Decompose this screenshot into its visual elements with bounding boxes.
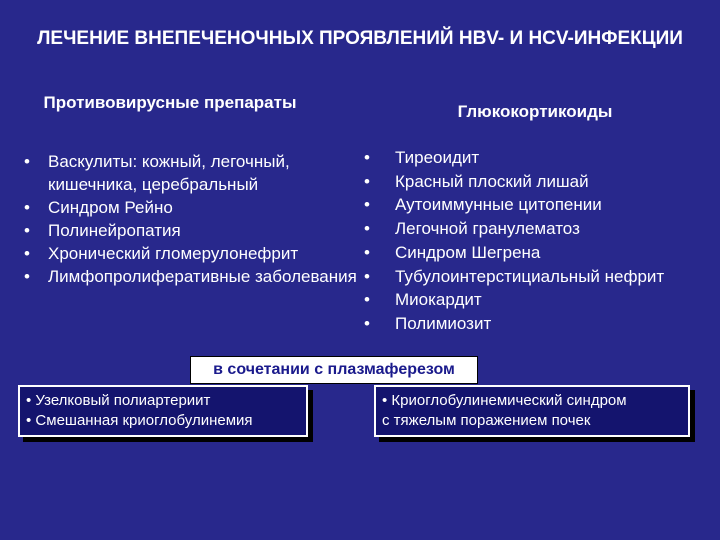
list-item (362, 170, 720, 194)
list-item-text: • Тубулоинтерстициальный нефрит (395, 266, 665, 286)
antiviral-indications-list (22, 150, 362, 288)
list-item (22, 219, 362, 242)
list-item-text: • Полинейропатия (48, 221, 181, 240)
list-item (22, 150, 362, 196)
list-item (22, 196, 362, 219)
plasmapheresis-label: в сочетании с плазмаферезом (190, 356, 478, 384)
list-item (22, 265, 362, 288)
list-item (362, 241, 720, 265)
glucocorticoid-indications-list (362, 146, 720, 336)
slide-title: ЛЕЧЕНИЕ ВНЕПЕЧЕНОЧНЫХ ПРОЯВЛЕНИЙ HBV- И HCV-ИНФЕКЦИИ (37, 28, 683, 49)
antiviral-heading: Противовирусные препараты (43, 93, 297, 112)
box-line: • Криоглобулинемический синдром (382, 392, 627, 409)
plasmapheresis-box-left (18, 385, 308, 437)
list-item-text: • Васкулиты: кожный, легочный, кишечника, церебральный (48, 152, 290, 194)
glucocorticoids-heading: Глюкокортикоиды (457, 102, 613, 121)
list-item (362, 288, 720, 312)
list-item-text: • Тиреоидит (395, 148, 480, 167)
box-line: • Узелковый полиартериит (26, 392, 211, 409)
box-line: с тяжелым поражением почек (382, 412, 591, 429)
list-item (362, 265, 720, 289)
list-item-text: • Аутоиммунные цитопении (395, 195, 602, 215)
list-item (362, 146, 720, 170)
list-item-text: • Лимфопролиферативные заболевания (48, 267, 357, 286)
list-item-text: • Синдром Рейно (48, 198, 173, 217)
box-line: • Смешанная криоглобулинемия (26, 412, 253, 429)
list-item (362, 312, 720, 336)
list-item (362, 193, 720, 217)
list-item-text: • Полимиозит (395, 313, 492, 333)
plasmapheresis-box-right (374, 385, 690, 437)
list-item-text: • Миокардит (395, 290, 482, 310)
list-item-text: • Легочной гранулематоз (395, 219, 580, 239)
list-item (22, 242, 362, 265)
list-item-text: • Синдром Шегрена (395, 242, 541, 262)
list-item-text: • Хронический гломерулонефрит (48, 244, 299, 263)
list-item-text: • Красный плоский лишай (395, 171, 589, 191)
list-item (362, 217, 720, 241)
